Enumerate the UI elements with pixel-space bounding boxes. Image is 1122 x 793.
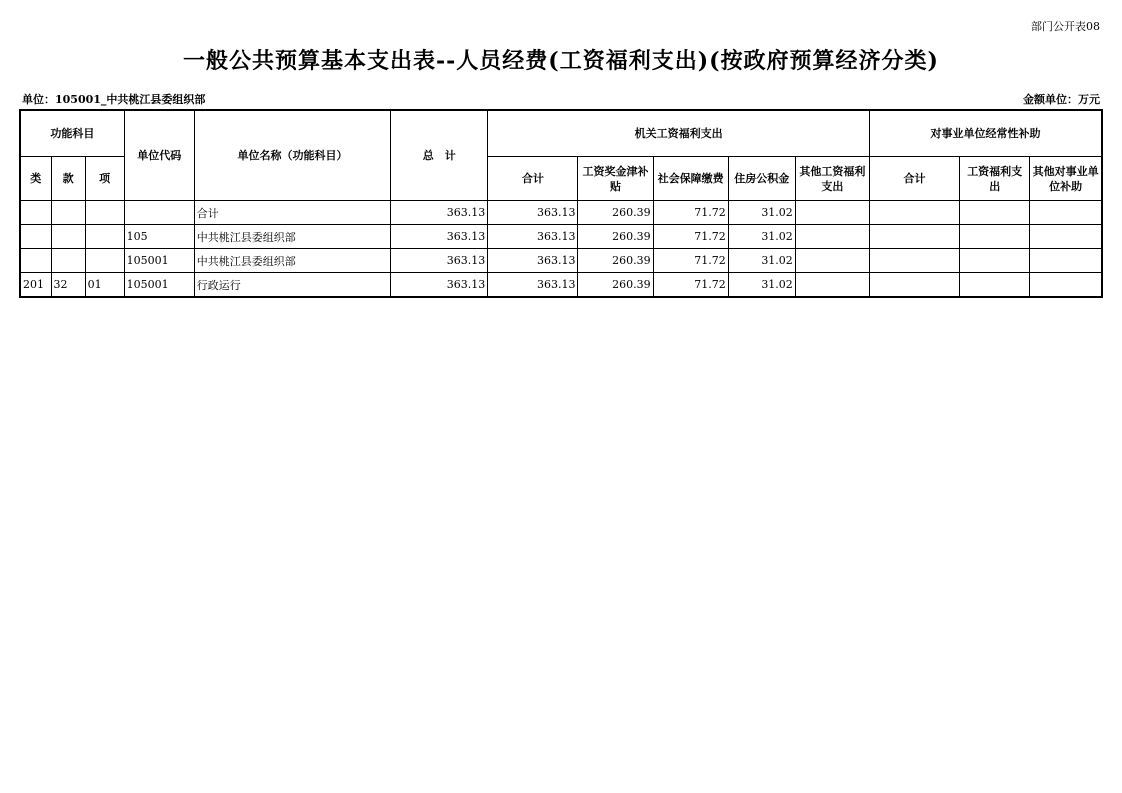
header-org-sum: 合计 — [488, 157, 578, 201]
table-row — [20, 249, 1102, 273]
cell-inst-sum — [869, 225, 959, 249]
cell-unit-name: 合计 — [194, 201, 390, 225]
cell-housing: 31.02 — [728, 225, 795, 249]
header-inst-subsidy: 对事业单位经常性补助 — [869, 110, 1102, 157]
cell-inst-salary — [960, 201, 1030, 225]
header-inst-sum: 合计 — [869, 157, 959, 201]
cell-other-salary — [795, 225, 869, 249]
table-row — [20, 273, 1102, 298]
cell-inst-sum — [869, 201, 959, 225]
header-housing: 住房公积金 — [728, 157, 795, 201]
header-unit-code: 单位代码 — [124, 110, 194, 201]
cell-lei — [20, 249, 51, 273]
cell-xiang — [85, 225, 124, 249]
header-func-subject: 功能科目 — [20, 110, 124, 157]
cell-other-salary — [795, 249, 869, 273]
header-kuan: 款 — [51, 157, 85, 201]
cell-org-sum: 363.13 — [488, 225, 578, 249]
cell-unit-code: 105001 — [124, 273, 194, 298]
header-xiang: 项 — [85, 157, 124, 201]
cell-inst-sum — [869, 249, 959, 273]
cell-org-sum: 363.13 — [488, 201, 578, 225]
cell-social: 71.72 — [653, 201, 728, 225]
cell-kuan — [51, 249, 85, 273]
cell-unit-name: 中共桃江县委组织部 — [194, 225, 390, 249]
cell-bonus: 260.39 — [578, 201, 653, 225]
header-org-salary: 机关工资福利支出 — [488, 110, 870, 157]
cell-inst-salary — [960, 249, 1030, 273]
page-title: 一般公共预算基本支出表--人员经费(工资福利支出)(按政府预算经济分类) — [183, 48, 939, 74]
cell-social: 71.72 — [653, 225, 728, 249]
cell-kuan — [51, 225, 85, 249]
cell-bonus: 260.39 — [578, 249, 653, 273]
header-bonus: 工资奖金津补贴 — [578, 157, 653, 201]
cell-inst-other — [1030, 249, 1102, 273]
cell-total: 363.13 — [391, 273, 488, 298]
amount-unit: 金额单位：万元 — [1023, 93, 1100, 106]
header-other-salary: 其他工资福利支出 — [795, 157, 869, 201]
header-unit-name: 单位名称（功能科目） — [194, 110, 390, 201]
cell-bonus: 260.39 — [578, 273, 653, 298]
cell-inst-sum — [869, 273, 959, 298]
cell-social: 71.72 — [653, 249, 728, 273]
cell-inst-salary — [960, 225, 1030, 249]
reporting-unit: 单位：105001_中共桃江县委组织部 — [22, 93, 206, 106]
cell-lei — [20, 225, 51, 249]
cell-bonus: 260.39 — [578, 225, 653, 249]
cell-other-salary — [795, 273, 869, 298]
header-social: 社会保障缴费 — [653, 157, 728, 201]
cell-lei — [20, 201, 51, 225]
cell-housing: 31.02 — [728, 273, 795, 298]
cell-inst-other — [1030, 225, 1102, 249]
form-number-label: 部门公开表08 — [1031, 20, 1100, 33]
cell-kuan — [51, 201, 85, 225]
header-inst-salary: 工资福利支出 — [960, 157, 1030, 201]
header-total: 总 计 — [391, 110, 488, 201]
table-row — [20, 201, 1102, 225]
cell-unit-name: 中共桃江县委组织部 — [194, 249, 390, 273]
cell-lei: 201 — [20, 273, 51, 298]
cell-inst-other — [1030, 273, 1102, 298]
header-inst-other: 其他对事业单位补助 — [1030, 157, 1102, 201]
cell-unit-code: 105 — [124, 225, 194, 249]
table-row — [20, 225, 1102, 249]
cell-housing: 31.02 — [728, 201, 795, 225]
cell-org-sum: 363.13 — [488, 273, 578, 298]
cell-xiang: 01 — [85, 273, 124, 298]
cell-xiang — [85, 249, 124, 273]
budget-table — [19, 109, 1103, 298]
cell-inst-salary — [960, 273, 1030, 298]
cell-unit-name: 行政运行 — [194, 273, 390, 298]
cell-unit-code — [124, 201, 194, 225]
header-lei: 类 — [20, 157, 51, 201]
cell-unit-code: 105001 — [124, 249, 194, 273]
cell-org-sum: 363.13 — [488, 249, 578, 273]
cell-total: 363.13 — [391, 249, 488, 273]
cell-housing: 31.02 — [728, 249, 795, 273]
cell-inst-other — [1030, 201, 1102, 225]
cell-total: 363.13 — [391, 225, 488, 249]
cell-xiang — [85, 201, 124, 225]
cell-social: 71.72 — [653, 273, 728, 298]
cell-other-salary — [795, 201, 869, 225]
cell-total: 363.13 — [391, 201, 488, 225]
cell-kuan: 32 — [51, 273, 85, 298]
